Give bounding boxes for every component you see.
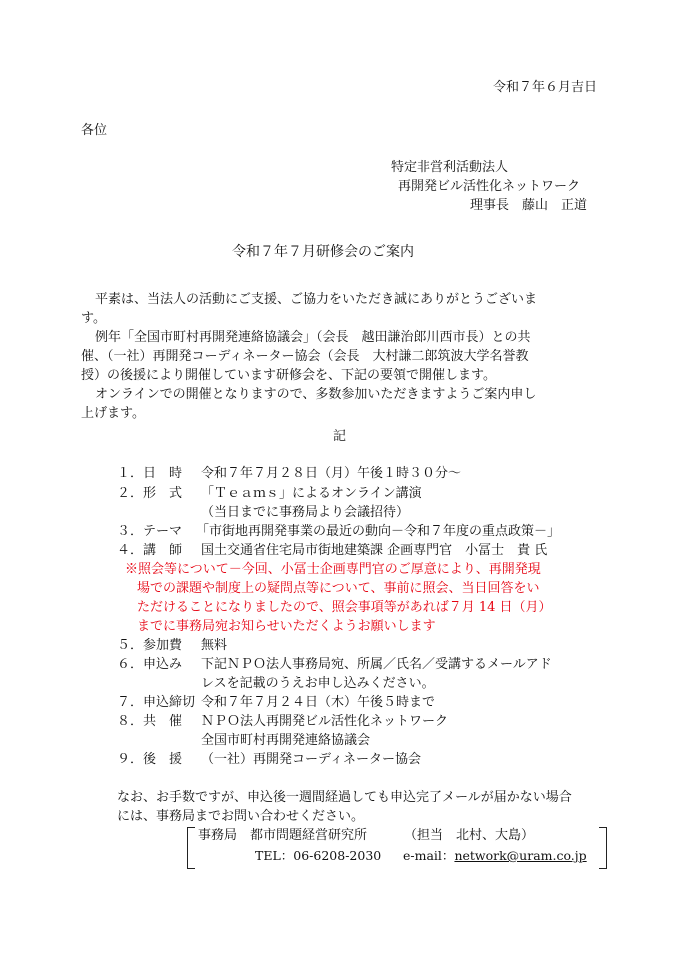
item-5-label: ５．参加費	[117, 638, 183, 653]
item-9-label: ９．後 援	[117, 752, 183, 767]
footer-note-line1: なお、お手数ですが、申込後一週間経過しても申込完了メールが届かない場合	[117, 790, 572, 805]
contact-persons: （担当 北村、大島）	[404, 828, 535, 843]
item-6-label: ６．申込み	[117, 657, 183, 672]
item-6-value-line2: レスを記載のうえお申し込みください。	[201, 676, 435, 691]
contact-email-row	[403, 847, 587, 864]
body-p3-line1: オンラインでの開催となりますので、多数参加いただきますようご案内申し	[95, 387, 537, 402]
sender-org-type: 特定非営利活動法人	[391, 160, 509, 175]
item-2-sub: （当日までに事務局より会議招待）	[201, 505, 410, 520]
body-p2-line1: 例年「全国市町村再開発連絡協議会」（会長 越田謙治郎川西市長）との共	[95, 330, 531, 345]
item-3-value: 「市街地再開発事業の最近の動向－令和７年度の重点政策－」	[196, 524, 561, 539]
contact-tel: TEL：06-6208-2030	[255, 848, 382, 863]
item-6-value-line1: 下記ＮＰＯ法人事務局宛、所属／氏名／受講するメールアド	[201, 657, 552, 672]
email-link[interactable]: network@uram.co.jp	[454, 848, 587, 863]
sender-title-name: 理事長 藤山 正道	[470, 198, 588, 213]
contact-bracket-right	[599, 827, 607, 869]
contact-office: 事務局 都市問題経営研究所	[198, 828, 368, 843]
item-8-value-line2: 全国市町村再開発連絡協議会	[201, 733, 371, 748]
item-7-label: ７．申込締切	[117, 695, 196, 710]
item-9-value: （一社）再開発コーディネーター協会	[201, 752, 421, 767]
item-8-label: ８．共 催	[117, 714, 183, 729]
body-p1-line1: 平素は、当法人の活動にご支援、ご協力をいただき誠にありがとうございま	[95, 292, 538, 307]
recipient: 各位	[81, 123, 108, 138]
item-3-label: ３．テーマ	[117, 524, 183, 539]
item-5-value: 無料	[201, 638, 228, 653]
body-p2-line2: 催、（一社）再開発コーディネーター協会（会長 大村謙二郎筑波大学名誉教	[81, 349, 529, 364]
page-title: 令和７年７月研修会のご案内	[232, 244, 414, 260]
item-8-value-line1: ＮＰＯ法人再開発ビル活性化ネットワーク	[201, 714, 449, 729]
footer-note-line2: には、事務局までお問い合わせください。	[117, 809, 365, 824]
email-label: e-mail：	[403, 848, 455, 863]
item-7-value: 令和７年７月２４日（木）午後５時まで	[201, 695, 436, 710]
ki-heading: 記	[333, 429, 347, 444]
letter-date: 令和７年６月吉日	[492, 80, 597, 95]
body-p1-line2: す。	[81, 311, 106, 326]
item-2-label: ２．形 式	[117, 486, 183, 501]
speaker-note-line2: 場での課題や制度上の疑問点等について、事前に照会、当日回答をい	[137, 581, 540, 596]
body-p3-line2: 上げます。	[81, 406, 145, 421]
body-p2-line3: 授）の後援により開催しています研修会を、下記の要領で開催します。	[81, 368, 496, 383]
speaker-note-line4: までに事務局宛お知らせいただくようお願いします	[137, 619, 436, 634]
item-2-value: 「Ｔｅａｍｓ」によるオンライン講演	[201, 486, 422, 501]
sender-org-name: 再開発ビル活性化ネットワーク	[398, 179, 581, 194]
item-4-label: ４．講 師	[117, 543, 183, 558]
speaker-note-line3: ただけることになりましたので、照会事項等があれば７月 14 日（月）	[137, 600, 552, 615]
contact-bracket-left	[187, 827, 195, 869]
item-1-label: １．日 時	[117, 466, 183, 481]
item-4-value: 国土交通省住宅局市街地建築課 企画専門官 小冨士 貴 氏	[201, 543, 548, 558]
speaker-note-line1: ※照会等について－今回、小冨士企画専門官のご厚意により、再開発現	[125, 562, 541, 577]
item-1-value: 令和７年７月２８日（月）午後１時３０分～	[201, 466, 462, 481]
